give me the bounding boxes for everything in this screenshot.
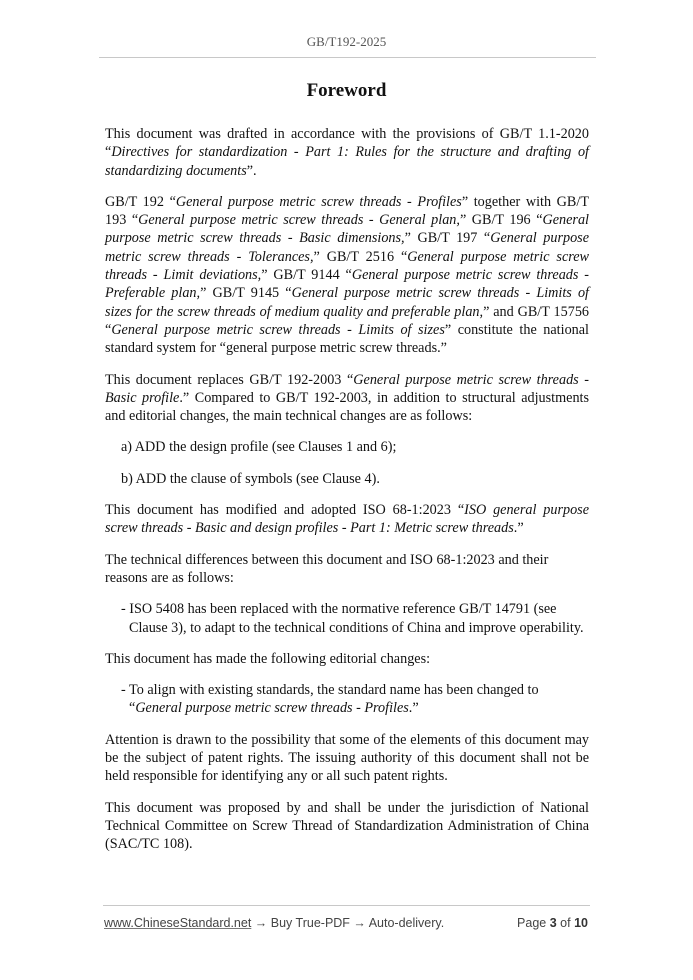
- change-item-a: a) ADD the design profile (see Clauses 1 and 6);: [121, 439, 397, 456]
- text-run: This document replaces GB/T 192-2003 “: [105, 371, 354, 388]
- paragraph-replaces: [105, 371, 589, 426]
- text-run: ” constitute the national standard system for “general purpose metric screw threads.”: [105, 321, 589, 357]
- italic-title-run: General purpose metric screw threads - Preferable plan,: [105, 267, 589, 302]
- italic-title-run: ISO general purpose screw threads - Basic and design profiles - Part 1: Metric screw threads: [105, 502, 589, 537]
- text-run: ” GB/T 197 “: [404, 230, 491, 247]
- text-run: ” GB/T 2516 “: [313, 248, 408, 265]
- text-run: .” Compared to GB/T 192-2003, in addition to structural adjustments and editorial changes, the main technical changes are as follows:: [105, 389, 590, 425]
- chinesestandard-link[interactable]: www.ChineseStandard.net: [104, 916, 252, 930]
- header-divider: [99, 57, 596, 58]
- text-run: ” together with GB/T 193 “: [105, 193, 589, 229]
- italic-title-run: General purpose metric screw threads - Profiles: [135, 700, 409, 717]
- italic-title-run: General purpose metric screw threads - Limits of sizes for the screw threads of medium quality and preferable plan,: [105, 285, 589, 320]
- paragraph-adoption: [105, 501, 589, 538]
- text-run: ” and GB/T 15756 “: [105, 303, 590, 338]
- text-run: This document was drafted in accordance with the provisions of GB/T 1.1-2020 “: [105, 126, 589, 161]
- difference-item: - ISO 5408 has been replaced with the normative reference GB/T 14791 (see Clause 3), to adapt to the technical conditions of China and improve operability.: [121, 601, 584, 636]
- italic-title-run: General purpose metric screw threads - General plan,: [138, 212, 460, 229]
- italic-title-run: General purpose metric screw threads - Limit deviations,: [105, 248, 589, 284]
- paragraph-patent-notice: Attention is drawn to the possibility that some of the elements of this document may be the subject of patent rights. The issuing authority of this document shall not be held responsible for identifying any or all such patent rights.: [105, 731, 589, 785]
- foreword-body: [105, 125, 589, 867]
- text-run: .”: [408, 700, 419, 717]
- page-title: Foreword: [306, 80, 387, 101]
- editorial-change-item: [121, 681, 589, 718]
- text-run: ” GB/T 9145 “: [200, 285, 292, 302]
- italic-title-run: General purpose metric screw threads - Profiles: [175, 193, 462, 210]
- text-run: .”: [513, 520, 524, 537]
- italic-title-run: General purpose metric screw threads - Limits of sizes: [111, 321, 445, 338]
- change-item-b: b) ADD the clause of symbols (see Clause 4).: [121, 470, 380, 487]
- text-run: - To align with existing standards, the standard name has been changed to “: [121, 682, 539, 717]
- paragraph-editorial-changes: This document has made the following editorial changes:: [105, 650, 431, 667]
- current-page-number: 3: [549, 916, 557, 930]
- italic-title-run: Directives for standardization - Part 1: Rules for the structure and drafting of standardizing documents: [105, 144, 589, 179]
- text-run: GB/T 192 “: [105, 193, 176, 210]
- page-footer: [104, 916, 588, 930]
- italic-title-run: General purpose metric screw threads - Basic dimensions,: [105, 212, 589, 247]
- total-pages-number: 10: [574, 916, 588, 930]
- text-run: This document has modified and adopted ISO 68-1:2023 “: [105, 502, 465, 519]
- italic-title-run: General purpose metric screw threads - Basic profile: [105, 371, 589, 406]
- text-run: ” GB/T 196 “: [459, 212, 543, 229]
- paragraph-jurisdiction: This document was proposed by and shall be under the jurisdiction of National Technical Committee on Screw Thread of Standardization Administration of China (SAC/TC 108).: [105, 799, 589, 853]
- paragraph-drafting-rules: [105, 125, 589, 180]
- italic-title-run: General purpose metric screw threads - Tolerances,: [105, 230, 590, 265]
- page-label: Page: [517, 916, 547, 930]
- page-indicator: [517, 916, 588, 930]
- footer-tagline: → Buy True-PDF → Auto-delivery.: [251, 916, 445, 930]
- footer-divider: [103, 905, 590, 906]
- paragraph-standard-system: [105, 193, 589, 358]
- of-label: of: [560, 916, 571, 930]
- text-run: ” GB/T 9144 “: [261, 267, 352, 284]
- paragraph-technical-differences: The technical differences between this document and ISO 68-1:2023 and their reasons are as follows:: [105, 551, 549, 586]
- text-run: ”.: [246, 162, 257, 179]
- document-code-header: GB/T192-2025: [306, 34, 387, 49]
